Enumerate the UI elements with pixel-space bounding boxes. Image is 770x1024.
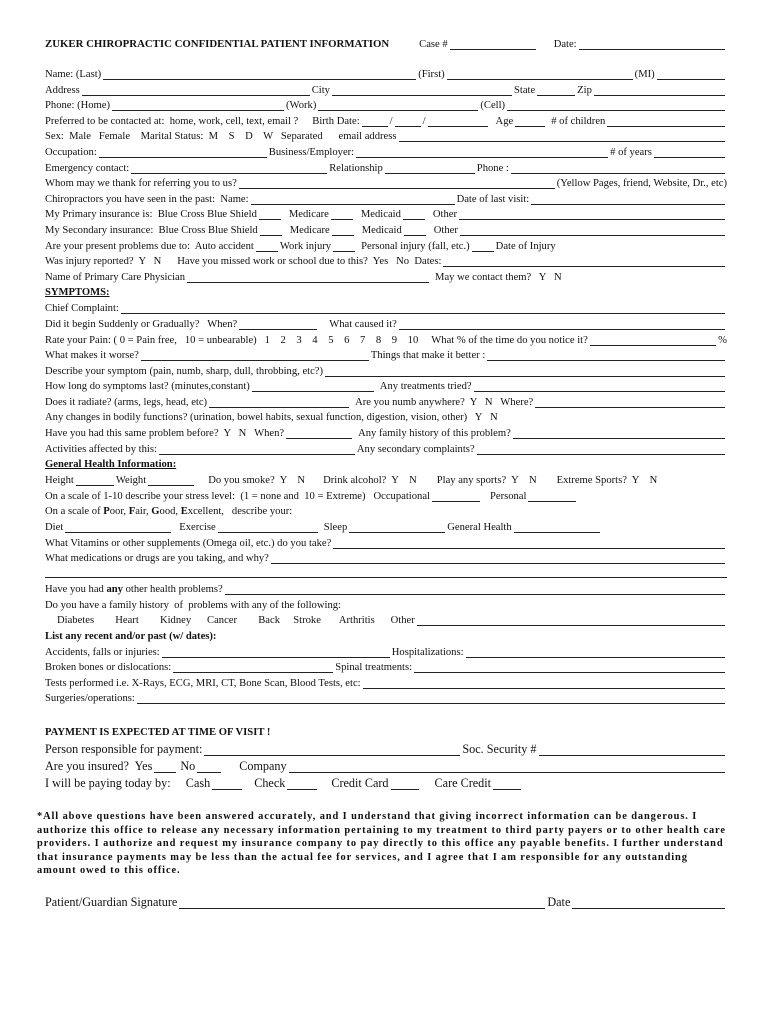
secondary-medicaid-label: Medicaid	[361, 225, 402, 236]
conditions-list: Diabetes Heart Kidney Cancer Back Stroke Arthritis Other	[57, 615, 415, 626]
primary-other-label: Other	[432, 209, 458, 220]
secondary-complaints-field[interactable]	[477, 444, 725, 455]
numb-label: Are you numb anywhere? Y N Where?	[355, 397, 534, 408]
duration-label: How long do symptoms last? (minutes,constant)	[45, 381, 250, 392]
list-recent-heading: List any recent and/or past (w/ dates):	[45, 631, 217, 642]
onset-row	[45, 318, 727, 331]
other-problems-label-b: other health problems?	[122, 584, 223, 595]
check-field[interactable]	[287, 779, 317, 790]
care-credit-label: Care Credit	[434, 776, 492, 790]
name-row	[45, 68, 727, 81]
secondary-other-label: Other	[433, 225, 458, 236]
tests-field[interactable]	[363, 678, 725, 689]
emergency-contact-label: Emergency contact:	[45, 163, 130, 174]
pfge-scale-row	[45, 505, 727, 518]
same-problem-label: Have you had this same problem before? Y N When?	[45, 428, 285, 439]
problems-due-row	[45, 240, 727, 253]
scale-oor: oor,	[109, 506, 129, 517]
secondary-insurance-label: My Secondary insurance: Blue Cross Blue Shield	[45, 225, 258, 236]
last-name-label: Name: (Last)	[45, 69, 102, 80]
signature-row	[45, 895, 727, 910]
occupation-field[interactable]	[99, 147, 267, 158]
secondary-bcbs-field[interactable]	[260, 225, 282, 236]
same-problem-when-field[interactable]	[286, 428, 352, 439]
past-chiropractors-field[interactable]	[251, 194, 455, 205]
signature-date-label: Date	[547, 895, 571, 909]
scale-g: G	[151, 506, 160, 517]
height-label: Height	[45, 475, 74, 486]
insured-label: Are you insured? Yes	[45, 759, 153, 773]
occupation-label: Occupation:	[45, 147, 97, 158]
home-phone-field[interactable]	[112, 100, 284, 111]
employer-field[interactable]	[356, 147, 608, 158]
conditions-row	[45, 614, 727, 627]
address-label: Address	[45, 85, 80, 96]
birth-year-field[interactable]	[428, 116, 488, 127]
age-label: Age	[495, 116, 514, 127]
auto-accident-field[interactable]	[256, 241, 278, 252]
paying-row	[45, 776, 727, 791]
problems-due-label: Are your present problems due to: Auto accident	[45, 241, 254, 252]
preferred-contact-row	[45, 115, 727, 128]
pain-percent-sign: %	[718, 335, 727, 346]
birth-slash-2: /	[422, 116, 426, 127]
family-history-row	[45, 599, 727, 612]
conditions-other-field[interactable]	[417, 615, 725, 626]
broken-bones-field[interactable]	[173, 662, 333, 673]
last-visit-label: Date of last visit:	[456, 194, 530, 205]
cell-phone-label: (Cell)	[480, 100, 506, 111]
stress-personal-label: Personal	[489, 491, 527, 502]
city-field[interactable]	[332, 85, 512, 96]
first-name-field[interactable]	[447, 69, 633, 80]
treatments-label: Any treatments tried?	[379, 381, 472, 392]
case-label: Case #	[419, 39, 448, 50]
secondary-medicaid-field[interactable]	[404, 225, 426, 236]
work-injury-field[interactable]	[333, 241, 355, 252]
birth-slash-1: /	[389, 116, 393, 127]
spinal-treatments-label: Spinal treatments:	[335, 662, 413, 673]
height-weight-row	[45, 474, 727, 487]
credit-card-label: Credit Card	[331, 776, 389, 790]
medications-row	[45, 552, 727, 565]
broken-bones-row	[45, 661, 727, 674]
payment-heading: PAYMENT IS EXPECTED AT TIME OF VISIT !	[45, 727, 271, 738]
activities-label: Activities affected by this:	[45, 444, 157, 455]
cell-phone-field[interactable]	[507, 100, 725, 111]
city-label: City	[311, 85, 330, 96]
company-field[interactable]	[289, 762, 725, 773]
zip-label: Zip	[577, 85, 592, 96]
diet-field[interactable]	[65, 522, 171, 533]
consent-paragraph: *All above questions have been answered accurately, and I understand that giving incorrect information can be dangerous. I authorize this office to release any necessary information pertaining to my treatment to third party payers or to other health care providers. I authorize and request my insurance company to pay directly to this office any payable benefits. I further understand that insurance payments may be less than the actual fee for services, and I agree that I am responsible for any outstanding amount owed to this office.	[37, 811, 726, 877]
list-recent-row	[45, 630, 727, 643]
children-label: # of children	[551, 116, 606, 127]
better-field[interactable]	[487, 350, 725, 361]
pain-rating-row	[45, 334, 727, 347]
contact-pcp-label: May we contact them? Y N	[435, 272, 562, 283]
relationship-field[interactable]	[385, 163, 475, 174]
signature-date-field[interactable]	[572, 898, 725, 909]
other-problems-any: any	[106, 584, 123, 595]
chief-complaint-field[interactable]	[121, 303, 725, 314]
vitamins-field[interactable]	[333, 538, 725, 549]
chief-complaint-label: Chief Complaint:	[45, 303, 119, 314]
primary-medicare-field[interactable]	[331, 209, 353, 220]
work-phone-label: (Work)	[286, 100, 317, 111]
sex-marital-row	[45, 130, 727, 143]
smoke-label: Do you smoke? Y N	[208, 475, 306, 486]
numb-where-field[interactable]	[535, 397, 725, 408]
primary-bcbs-field[interactable]	[259, 209, 281, 220]
birth-date-label: Birth Date:	[312, 116, 360, 127]
first-name-label: (First)	[418, 69, 445, 80]
accidents-row	[45, 646, 727, 659]
hospitalizations-label: Hospitalizations:	[391, 647, 464, 658]
work-phone-field[interactable]	[318, 100, 478, 111]
secondary-other-field[interactable]	[460, 225, 725, 236]
referral-label: Whom may we thank for referring you to us?	[45, 178, 237, 189]
hospitalizations-field[interactable]	[466, 647, 725, 658]
age-field[interactable]	[515, 116, 545, 127]
better-label: Things that make it better :	[370, 350, 486, 361]
sports-label: Play any sports? Y N	[436, 475, 537, 486]
chiropractors-row	[45, 193, 727, 206]
pain-percent-field[interactable]	[590, 335, 716, 346]
company-label: Company	[239, 759, 287, 773]
accidents-label: Accidents, falls or injuries:	[45, 647, 160, 658]
general-health-heading-row	[45, 458, 727, 471]
stress-personal-field[interactable]	[528, 491, 576, 502]
primary-medicaid-field[interactable]	[403, 209, 425, 220]
symptoms-heading: SYMPTOMS:	[45, 287, 110, 298]
scale-f: F	[128, 506, 136, 517]
years-label: # of years	[610, 147, 652, 158]
activities-row	[45, 443, 727, 456]
describe-label: Describe your symptom (pain, numb, sharp, dull, throbbing, etc?)	[45, 366, 324, 377]
duration-field[interactable]	[252, 381, 374, 392]
family-history-problem-field[interactable]	[513, 428, 725, 439]
primary-insurance-row	[45, 208, 727, 221]
sleep-label: Sleep	[323, 522, 348, 533]
secondary-insurance-row	[45, 224, 727, 237]
date-of-injury-label: Date of Injury	[495, 241, 556, 252]
symptoms-heading-row	[45, 286, 727, 299]
pcp-row	[45, 271, 727, 284]
medications-field[interactable]	[271, 553, 725, 564]
sex-marital-email-label: Sex: Male Female Marital Status: M S D W Separated email address	[45, 131, 397, 142]
occupation-row	[45, 146, 727, 159]
years-field[interactable]	[654, 147, 725, 158]
injury-reported-row	[45, 255, 727, 268]
primary-medicare-label: Medicare	[288, 209, 329, 220]
other-problems-field[interactable]	[225, 584, 725, 595]
missed-dates-field[interactable]	[443, 256, 725, 267]
scale-prefix: On a scale of	[45, 506, 104, 517]
date-field[interactable]	[579, 39, 725, 50]
state-label: State	[513, 85, 536, 96]
onset-label: Did it begin Suddenly or Gradually? When?	[45, 319, 238, 330]
last-name-field[interactable]	[103, 69, 416, 80]
form-title: ZUKER CHIROPRACTIC CONFIDENTIAL PATIENT INFORMATION	[45, 38, 390, 50]
bodily-functions-row	[45, 411, 727, 424]
date-label: Date:	[553, 39, 577, 50]
height-field[interactable]	[76, 475, 114, 486]
vitamins-row	[45, 537, 727, 550]
alcohol-label: Drink alcohol? Y N	[323, 475, 417, 486]
responsible-row	[45, 742, 727, 757]
primary-other-field[interactable]	[459, 209, 725, 220]
address-field[interactable]	[82, 85, 310, 96]
secondary-complaints-label: Any secondary complaints?	[356, 444, 475, 455]
referral-field[interactable]	[239, 178, 555, 189]
referral-row	[45, 177, 727, 190]
accidents-field[interactable]	[162, 647, 390, 658]
last-visit-field[interactable]	[531, 194, 725, 205]
worse-field[interactable]	[141, 350, 369, 361]
describe-field[interactable]	[325, 366, 725, 377]
address-row	[45, 84, 727, 97]
insured-yes-field[interactable]	[154, 762, 176, 773]
exercise-label: Exercise	[179, 522, 216, 533]
primary-medicaid-label: Medicaid	[360, 209, 401, 220]
past-chiropractors-label: Chiropractors you have seen in the past: Name:	[45, 194, 249, 205]
emergency-row	[45, 162, 727, 175]
case-number-field[interactable]	[450, 39, 536, 50]
scale-xcellent: xcellent, describe your:	[187, 506, 293, 517]
children-field[interactable]	[607, 116, 725, 127]
emergency-contact-field[interactable]	[131, 163, 327, 174]
referral-hint: (Yellow Pages, friend, Website, Dr., etc)	[556, 178, 727, 189]
duration-row	[45, 380, 727, 393]
zip-field[interactable]	[594, 85, 725, 96]
other-problems-row	[45, 583, 727, 596]
signature-field[interactable]	[179, 898, 545, 909]
radiate-label: Does it radiate? (arms, legs, head, etc)	[45, 397, 208, 408]
primary-insurance-label: My Primary insurance is: Blue Cross Blue Shield	[45, 209, 257, 220]
mi-label: (MI)	[634, 69, 655, 80]
form-header	[45, 38, 727, 51]
stress-occupational-field[interactable]	[432, 491, 480, 502]
ssn-field[interactable]	[539, 745, 725, 756]
insured-no-field[interactable]	[197, 762, 221, 773]
cause-label: What caused it?	[329, 319, 397, 330]
diet-exercise-row	[45, 521, 727, 534]
responsible-field[interactable]	[204, 745, 460, 756]
same-problem-row	[45, 427, 727, 440]
bodily-functions-label: Any changes in bodily functions? (urination, bowel habits, sexual function, digestion, vision, other) Y N	[45, 412, 498, 423]
employer-label: Business/Employer:	[268, 147, 355, 158]
insured-no-label: No	[180, 759, 196, 773]
tests-row	[45, 677, 727, 690]
vitamins-label: What Vitamins or other supplements (Omega oil, etc.) do you take?	[45, 538, 332, 549]
personal-injury-label: Personal injury (fall, etc.)	[361, 241, 470, 252]
treatments-field[interactable]	[474, 381, 725, 392]
weight-label: Weight	[115, 475, 147, 486]
describe-row	[45, 365, 727, 378]
scale-p: P	[103, 506, 110, 517]
exercise-field[interactable]	[218, 522, 318, 533]
credit-card-field[interactable]	[391, 779, 419, 790]
weight-field[interactable]	[148, 475, 194, 486]
phone-row	[45, 99, 727, 112]
birth-day-field[interactable]	[395, 116, 421, 127]
care-credit-field[interactable]	[493, 779, 521, 790]
surgeries-field[interactable]	[137, 693, 725, 704]
signature-label: Patient/Guardian Signature	[45, 895, 178, 909]
home-phone-label: Phone: (Home)	[45, 100, 111, 111]
preferred-contact-label: Preferred to be contacted at: home, work, cell, text, email ?	[45, 116, 299, 127]
medications-label: What medications or drugs are you taking, and why?	[45, 553, 269, 564]
medications-extra-line[interactable]	[45, 577, 727, 578]
general-health-field[interactable]	[514, 522, 600, 533]
stress-row	[45, 490, 727, 503]
secondary-medicare-label: Medicare	[289, 225, 330, 236]
payment-heading-row	[45, 726, 727, 739]
activities-field[interactable]	[159, 444, 355, 455]
stress-label: On a scale of 1-10 describe your stress level: (1 = none and 10 = Extreme) Occupational	[45, 491, 430, 502]
other-problems-label-a: Have you had	[45, 584, 107, 595]
secondary-medicare-field[interactable]	[332, 225, 354, 236]
tests-label: Tests performed i.e. X-Rays, ECG, MRI, CT, Bone Scan, Blood Tests, etc:	[45, 678, 361, 689]
injury-reported-label: Was injury reported? Y N Have you missed work or school due to this? Yes No Dates:	[45, 256, 442, 267]
general-health-heading: General Health Information:	[45, 459, 177, 470]
surgeries-label: Surgeries/operations:	[45, 693, 135, 704]
pcp-label: Name of Primary Care Physician	[45, 272, 186, 283]
onset-when-field[interactable]	[239, 319, 317, 330]
scale-e: E	[180, 506, 188, 517]
mi-field[interactable]	[657, 69, 725, 80]
diet-label: Diet	[45, 522, 64, 533]
family-history-problem-label: Any family history of this problem?	[358, 428, 511, 439]
worse-better-row	[45, 349, 727, 362]
pain-rating-label: Rate your Pain: ( 0 = Pain free, 10 = unbearable) 1 2 3 4 5 6 7 8 9 10 What % of the time do you notice it?	[45, 335, 588, 346]
chief-complaint-row	[45, 302, 727, 315]
work-injury-label: Work injury	[279, 241, 332, 252]
personal-injury-field[interactable]	[472, 241, 494, 252]
cause-field[interactable]	[399, 319, 725, 330]
pcp-field[interactable]	[187, 272, 429, 283]
sleep-field[interactable]	[349, 522, 445, 533]
worse-label: What makes it worse?	[45, 350, 139, 361]
insured-row	[45, 759, 727, 774]
ssn-label: Soc. Security #	[462, 742, 537, 756]
surgeries-row	[45, 692, 727, 705]
radiate-field[interactable]	[209, 397, 349, 408]
scale-air: air,	[135, 506, 152, 517]
paying-label: I will be paying today by: Cash	[45, 776, 211, 790]
spinal-treatments-field[interactable]	[414, 662, 725, 673]
family-history-label: Do you have a family history of problems with any of the following:	[45, 600, 341, 611]
broken-bones-label: Broken bones or dislocations:	[45, 662, 172, 673]
email-field[interactable]	[399, 131, 726, 142]
check-label: Check	[254, 776, 286, 790]
scale-ood: ood,	[159, 506, 181, 517]
emergency-phone-field[interactable]	[511, 163, 725, 174]
emergency-phone-label: Phone :	[476, 163, 509, 174]
responsible-label: Person responsible for payment:	[45, 742, 203, 756]
birth-month-field[interactable]	[362, 116, 388, 127]
cash-field[interactable]	[212, 779, 242, 790]
state-field[interactable]	[537, 85, 575, 96]
radiate-row	[45, 396, 727, 409]
extreme-sports-label: Extreme Sports? Y N	[556, 475, 658, 486]
relationship-label: Relationship	[329, 163, 383, 174]
general-health-label: General Health	[447, 522, 512, 533]
